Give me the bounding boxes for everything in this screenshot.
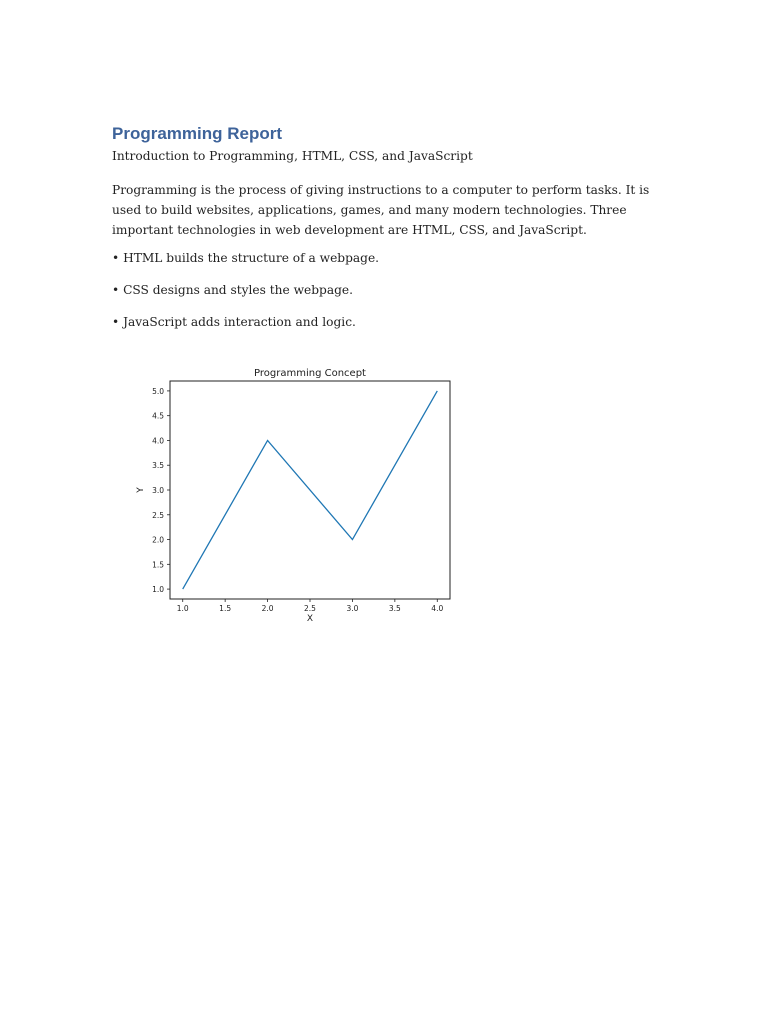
x-tick-label: 3.0 — [346, 604, 359, 613]
x-tick-label: 2.5 — [304, 604, 316, 613]
x-tick-label: 3.5 — [388, 604, 401, 613]
y-tick-label: 2.5 — [152, 510, 164, 520]
y-tick-label: 3.0 — [152, 486, 164, 495]
y-tick-label: 2.0 — [152, 535, 164, 545]
line-chart — [130, 360, 470, 630]
x-axis-ticks — [177, 599, 444, 613]
y-tick-label: 4.0 — [152, 436, 164, 446]
bullet-css: • CSS designs and styles the webpage. — [112, 283, 353, 297]
y-tick-label: 1.0 — [152, 585, 164, 595]
y-axis-label: Y — [136, 487, 146, 493]
bullet-javascript: • JavaScript adds interaction and logic. — [112, 315, 356, 329]
y-axis-ticks — [152, 387, 170, 594]
report-title: Programming Report — [112, 124, 283, 143]
report-subtitle: Introduction to Programming, HTML, CSS, and JavaScript — [112, 149, 473, 163]
intro-paragraph: Programming is the process of giving instructions to a computer to perform tasks. It is used to build websites, applications, games, and many modern technologies. Three important technologies in web development are HTML, CSS, and JavaScript. — [112, 183, 650, 237]
data-series-line — [183, 391, 438, 589]
series-layer — [183, 391, 438, 589]
x-tick-label: 1.5 — [219, 604, 232, 613]
y-tick-label: 4.5 — [152, 411, 164, 421]
x-axis-label: X — [306, 614, 314, 624]
y-tick-label: 3.5 — [152, 461, 164, 471]
bullet-html: • HTML builds the structure of a webpage. — [112, 251, 380, 265]
x-tick-label: 1.0 — [176, 604, 189, 613]
y-tick-label: 5.0 — [152, 386, 164, 396]
y-tick-label: 1.5 — [152, 560, 164, 570]
x-tick-label: 4.0 — [431, 604, 444, 613]
x-tick-label: 2.0 — [261, 604, 274, 613]
chart-title: Programming Concept — [254, 368, 366, 379]
